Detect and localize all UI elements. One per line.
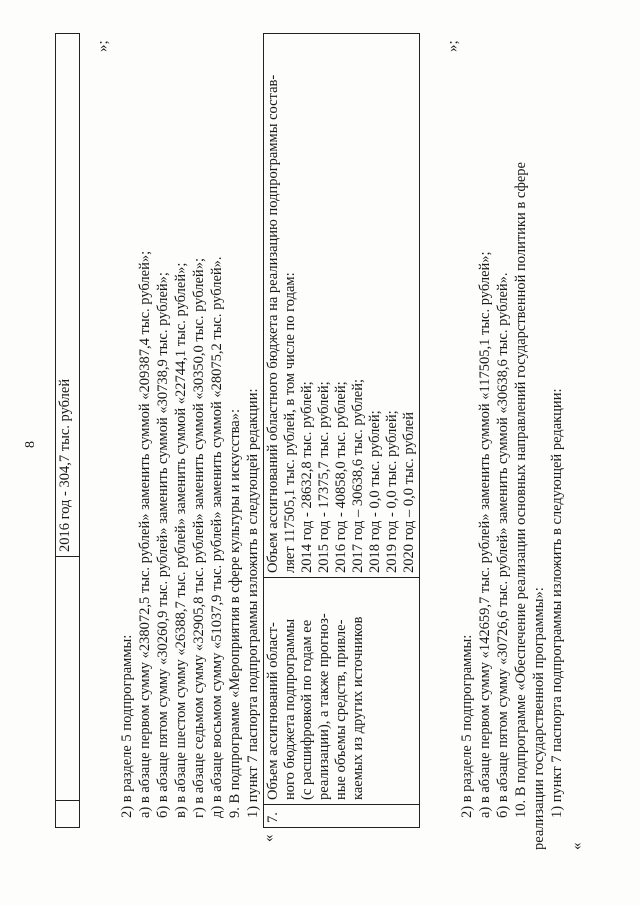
right-cell-line: ляет 117505,1 тыс. рублей, в том числе по годам: (282, 272, 298, 573)
main-table-closing: »; (445, 40, 461, 52)
right-cell-line: 2019 год - 0,0 тыс. рублей; (384, 410, 400, 573)
top-table-empty-cell (56, 801, 80, 828)
section-a-line: б) в абзаце пятом сумму «30260,9 тыс. рублей» заменить суммой «30738,9 тыс. рублей»; (155, 272, 171, 818)
main-table (263, 33, 420, 828)
left-cell-line: (с расшифровкой по годам ее (299, 619, 315, 800)
rotated-content (5, 10, 630, 900)
right-cell-line: 2015 год - 17375,7 тыс. рублей; (316, 381, 332, 573)
right-cell-line: 2017 год – 30638,6 тыс. рублей; (350, 378, 366, 573)
section-a-line: в) в абзаце шестом сумму «26388,7 тыс. рублей» заменить суммой «22744,1 тыс. рублей»; (173, 262, 189, 818)
right-cell-line: 2020 год – 0,0 тыс. рублей (401, 411, 417, 573)
section-b-line: 1) пункт 7 паспорта подпрограммы изложить в следующей редакции: (549, 388, 565, 818)
right-cell-line: 2016 год - 40858,0 тыс. рублей; (333, 381, 349, 573)
left-cell-line: Объем ассигнований област- (265, 622, 281, 800)
section-a-line: 2) в разделе 5 подпрограммы: (119, 634, 135, 818)
section-b-line: а) в абзаце первом сумму «142659,7 тыс. рублей» заменить суммой «117505,1 тыс. рублей»; (477, 251, 493, 818)
top-table-cell (56, 557, 80, 801)
table-row (56, 34, 80, 828)
table-row (264, 34, 420, 828)
top-table-value-cell: 2016 год - 304,7 тыс. рублей (56, 34, 80, 557)
left-cell-line: каемых из других источников (350, 616, 366, 800)
left-cell-line: реализации), а также прогноз- (316, 613, 332, 800)
left-cell-line: ного бюджета подпрограммы (282, 618, 298, 800)
main-table-right-cell (264, 34, 420, 578)
section-b-line: реализации государственной программы»: (531, 587, 547, 850)
main-table-num-cell: 7. (264, 805, 420, 828)
right-cell-line: 2014 год - 28632,8 тыс. рублей; (299, 381, 315, 573)
top-table (55, 33, 80, 828)
section-a-line: 9. В подпрограмме «Мероприятия в сфере культуры и искусства»: (227, 408, 243, 818)
section-a-line: д) в абзаце восьмом сумму «51037,9 тыс. рублей» заменить суммой «28075,2 тыс. рублей». (209, 256, 225, 818)
section-b-line: 2) в разделе 5 подпрограммы: (459, 634, 475, 818)
right-cell-line: Объем ассигнований областного бюджета на реализацию подпрограммы состав- (265, 74, 281, 573)
page-number: 8 (23, 441, 38, 448)
section-a-line: г) в абзаце седьмом сумму «32905,8 тыс. рублей» заменить суммой «30350,0 тыс. рублей»; (191, 258, 207, 818)
section-a-line: 1) пункт 7 паспорта подпрограммы изложить в следующей редакции: (245, 388, 261, 818)
right-cell-line: 2018 год - 0,0 тыс. рублей; (367, 410, 383, 573)
bottom-open-quote: « (569, 842, 585, 850)
section-a-line: а) в абзаце первом сумму «238072,5 тыс. рублей» заменить суммой «209387,4 тыс. рублей»; (137, 250, 153, 818)
main-table-left-cell (264, 578, 420, 805)
open-quote: « (261, 834, 277, 842)
section-b-line: 10. В подпрограмме «Обеспечение реализации основных направлений государственной политики в сфере (513, 162, 529, 818)
left-cell-line: ные объемы средств, привле- (333, 619, 349, 800)
section-b-line: б) в абзаце пятом сумму «30726,6 тыс. рублей» заменить суммой «30638,6 тыс. рублей». (495, 272, 511, 818)
top-table-closing: »; (95, 40, 111, 52)
